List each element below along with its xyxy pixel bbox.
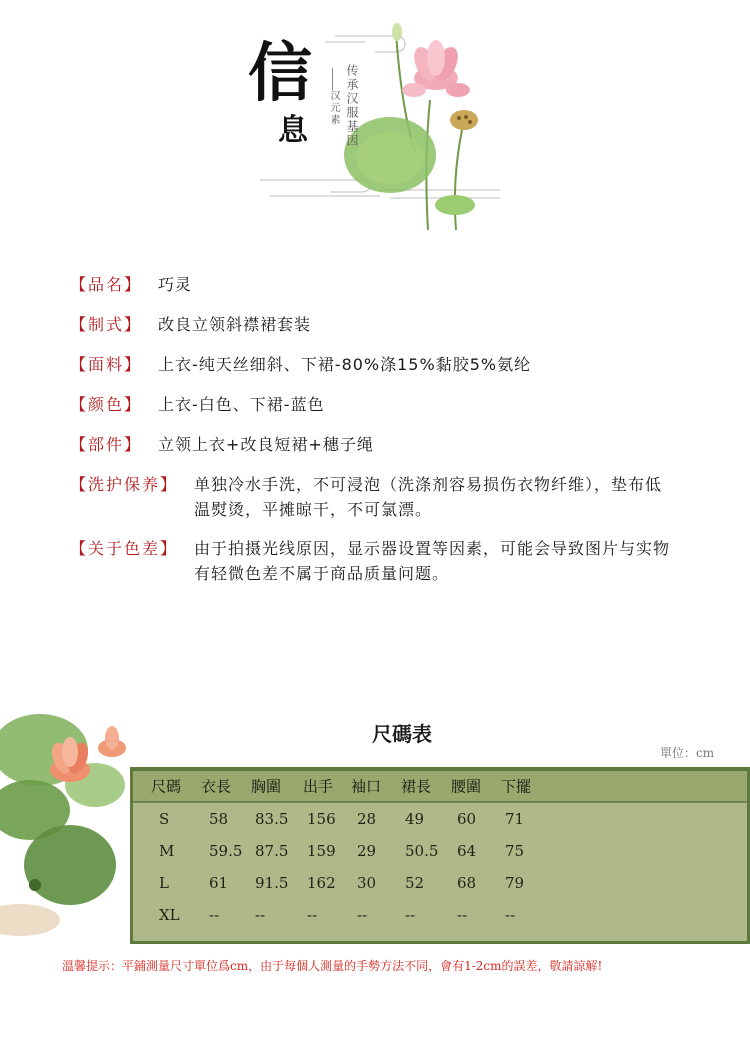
info-value: 上衣-纯天丝细斜、下裙-80%涤15%黏胶5%氨纶 — [158, 355, 532, 374]
size-cell: 28 — [357, 810, 377, 828]
size-table — [130, 767, 750, 944]
size-cell: -- — [405, 906, 416, 924]
size-unit: 單位：cm — [660, 746, 715, 760]
info-value: 由于拍摄光线原因，显示器设置等因素，可能会导致图片与实物有轻微色差不属于商品质量问题。 — [194, 539, 671, 583]
info-label: 【制式】 — [70, 315, 143, 334]
info-label: 【品名】 — [70, 275, 143, 294]
size-cell: 29 — [357, 842, 377, 860]
size-cell: 71 — [505, 810, 525, 828]
info-row-parts — [70, 432, 690, 457]
table-row — [133, 835, 747, 867]
info-header — [240, 20, 520, 240]
heading-char-xin: 信 — [248, 36, 312, 111]
header-cell: 腰圍 — [451, 777, 482, 796]
info-row-color-difference — [70, 536, 690, 586]
size-cell: 87.5 — [255, 842, 289, 860]
size-cell: 79 — [505, 874, 525, 892]
size-cell: 30 — [357, 874, 377, 892]
info-value: 上衣-白色、下裙-蓝色 — [158, 395, 325, 414]
brand-text: 汉元素 — [328, 90, 339, 126]
size-table-header — [133, 771, 747, 803]
lotus-decoration — [0, 690, 140, 940]
info-value: 改良立领斜襟裙套装 — [158, 315, 312, 334]
divider — [332, 68, 333, 90]
info-value: 单独冷水手洗，不可浸泡（洗涤剂容易损伤衣物纤维），垫布低温熨烫，平摊晾干，不可氯漂。 — [194, 475, 663, 519]
size-cell: 58 — [209, 810, 229, 828]
product-info-list — [70, 272, 690, 600]
info-row-fabric — [70, 352, 690, 377]
size-cell: 49 — [405, 810, 425, 828]
size-cell: 68 — [457, 874, 477, 892]
size-cell: S — [159, 810, 170, 828]
size-cell: -- — [457, 906, 468, 924]
size-cell: -- — [307, 906, 318, 924]
size-cell: 75 — [505, 842, 525, 860]
size-cell: -- — [505, 906, 516, 924]
size-cell: 59.5 — [209, 842, 243, 860]
table-row — [133, 803, 747, 835]
header-cell: 下擺 — [501, 777, 532, 796]
info-row-color — [70, 392, 690, 417]
size-cell: 91.5 — [255, 874, 289, 892]
size-cell: -- — [255, 906, 266, 924]
header-cell: 出手 — [303, 777, 334, 796]
info-label: 【颜色】 — [70, 395, 143, 414]
info-label: 【面料】 — [70, 355, 143, 374]
size-cell: -- — [357, 906, 368, 924]
size-cell: 156 — [307, 810, 336, 828]
size-cell: 64 — [457, 842, 477, 860]
header-cell: 裙長 — [401, 777, 432, 796]
header-cell: 胸圍 — [251, 777, 282, 796]
size-table-title: 尺碼表 — [372, 722, 432, 746]
info-label: 【洗护保养】 — [70, 475, 179, 494]
size-cell: 52 — [405, 874, 425, 892]
info-row-care — [70, 472, 690, 522]
size-cell: 61 — [209, 874, 229, 892]
size-cell: -- — [209, 906, 220, 924]
table-row — [133, 867, 747, 899]
size-cell: XL — [159, 906, 180, 924]
size-cell: 60 — [457, 810, 477, 828]
info-value: 巧灵 — [158, 275, 193, 294]
heading-char-xi: 息 — [278, 113, 308, 148]
slogan-text: 传承汉服基因 — [345, 64, 359, 148]
info-value: 立领上衣+改良短裙+穗子绳 — [158, 435, 374, 454]
size-cell: 159 — [307, 842, 336, 860]
header-cell: 袖口 — [351, 777, 382, 796]
info-label: 【关于色差】 — [70, 539, 179, 558]
info-label: 【部件】 — [70, 435, 143, 454]
measurement-notice: 溫馨提示：平鋪測量尺寸單位爲cm，由于每個人測量的手勢方法不同，會有1-2cm的誤差，敬請諒解! — [62, 959, 603, 973]
info-row-style — [70, 312, 690, 337]
table-row — [133, 899, 747, 931]
size-cell: 162 — [307, 874, 336, 892]
size-cell: 50.5 — [405, 842, 439, 860]
header-cell: 衣長 — [201, 777, 232, 796]
size-cell: 83.5 — [255, 810, 289, 828]
header-cell: 尺碼 — [151, 777, 182, 796]
size-cell: L — [159, 874, 169, 892]
info-row-name — [70, 272, 690, 297]
size-cell: M — [159, 842, 175, 860]
